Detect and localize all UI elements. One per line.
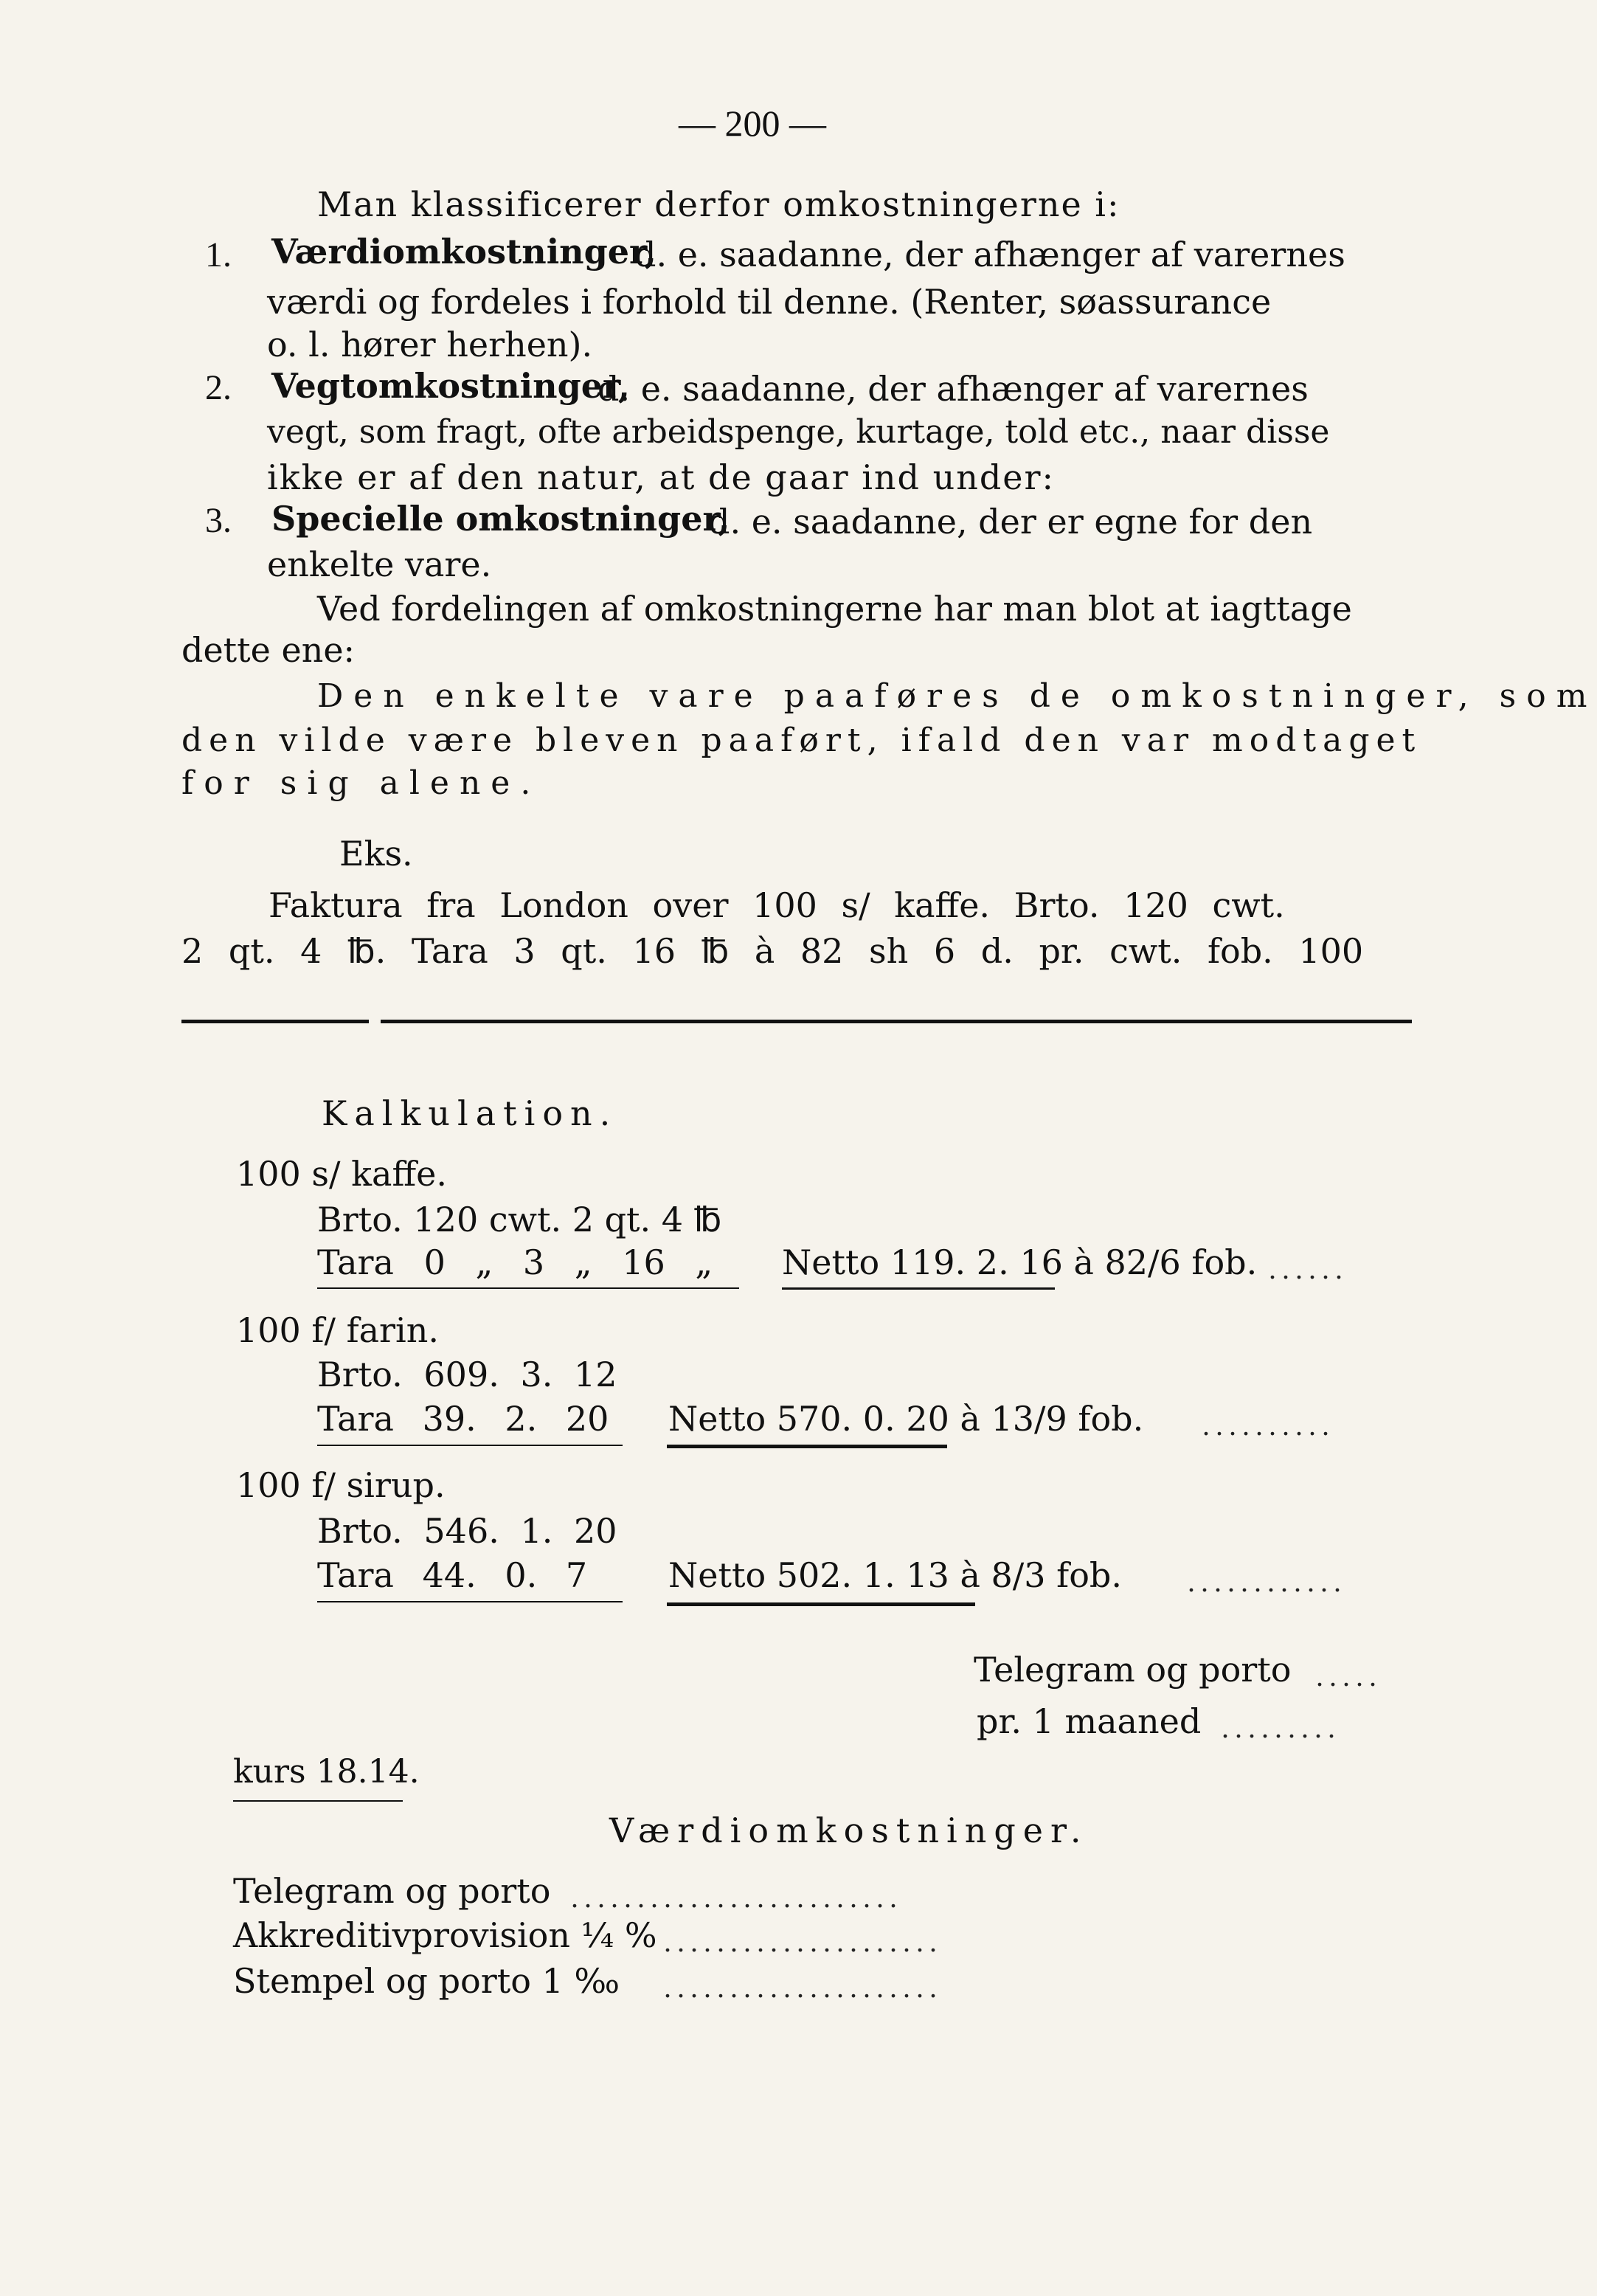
calc-3-head: 100 f/ sirup. bbox=[236, 1465, 446, 1505]
item-2-line2: vegt, som fragt, ofte arbeidspenge, kurtage, told etc., naar disse bbox=[267, 413, 1330, 451]
item-2-number: 2. bbox=[205, 368, 232, 407]
separator-short bbox=[181, 1020, 369, 1023]
telegram-line: Telegram og porto bbox=[974, 1650, 1292, 1690]
calc-3-tara: Tara 44. 0. 7 bbox=[317, 1555, 588, 1595]
calc-3-netto: Netto 502. 1. 13 à 8/3 fob. bbox=[668, 1555, 1122, 1595]
calc-1-leader: ...... bbox=[1269, 1252, 1348, 1285]
separator-long bbox=[381, 1020, 1412, 1023]
invoice-line2: 2 qt. 4 ℔. Tara 3 qt. 16 ℔ à 82 sh 6 d. pr. cwt. fob. 100 bbox=[181, 931, 1364, 971]
value-costs-heading: Værdiomkostninger. bbox=[609, 1811, 1089, 1850]
value-cost-stamp: Stempel og porto 1 ‰ bbox=[233, 1961, 620, 2001]
item-1-line2: værdi og fordeles i forhold til denne. (Renter, søassurance bbox=[267, 282, 1272, 322]
value-cost-stamp-leader: ..................... bbox=[664, 1971, 943, 2004]
value-cost-telegram: Telegram og porto bbox=[233, 1871, 551, 1911]
calc-2-brutto: Brto. 609. 3. 12 bbox=[317, 1355, 617, 1394]
calc-1-netto: Netto 119. 2. 16 à 82/6 fob. bbox=[782, 1242, 1258, 1282]
page-number: — 200 — bbox=[679, 103, 826, 144]
emphasis-line3: for sig alene. bbox=[181, 764, 541, 802]
calc-2-tara: Tara 39. 2. 20 bbox=[317, 1399, 609, 1439]
value-cost-telegram-leader: ......................... bbox=[571, 1881, 903, 1914]
calc-1-head: 100 s/ kaffe. bbox=[236, 1154, 447, 1194]
item-1-line1: d. e. saadanne, der afhænger af varernes bbox=[634, 235, 1345, 274]
emphasis-line1: Den enkelte vare paaføres de omkostninger, som bbox=[317, 677, 1597, 715]
emphasis-line2: den vilde være bleven paaført, ifald den var modtaget bbox=[181, 722, 1422, 759]
calc-3-brutto: Brto. 546. 1. 20 bbox=[317, 1511, 617, 1551]
invoice-line1: Faktura fra London over 100 s/ kaffe. Brto. 120 cwt. bbox=[269, 885, 1285, 925]
calc-1-brutto: Brto. 120 cwt. 2 qt. 4 ℔ bbox=[317, 1200, 722, 1239]
calc-1-tara-underline bbox=[317, 1287, 739, 1289]
calc-2-tara-underline bbox=[317, 1445, 623, 1446]
item-1-title: Værdiomkostninger, bbox=[271, 232, 657, 272]
item-3-line2: enkelte vare. bbox=[267, 544, 492, 584]
telegram-leader: ..... bbox=[1316, 1659, 1382, 1692]
per-month-leader: ......... bbox=[1222, 1711, 1341, 1744]
item-2-line1: d. e. saadanne, der afhænger af varernes bbox=[597, 369, 1309, 409]
example-label: Eks. bbox=[339, 834, 413, 874]
rule-paragraph-line1: Ved fordelingen af omkostningerne har man blot at iagttage bbox=[317, 589, 1352, 629]
calc-2-netto-underline bbox=[667, 1445, 947, 1448]
item-2-line3: ikke er af den natur, at de gaar ind under: bbox=[267, 457, 1056, 497]
calc-3-leader: ............ bbox=[1188, 1565, 1347, 1598]
calc-3-tara-underline bbox=[317, 1601, 623, 1602]
item-3-line1: d. e. saadanne, der er egne for den bbox=[708, 502, 1313, 542]
intro-line: Man klassificerer derfor omkostningerne i: bbox=[317, 184, 1120, 224]
calc-3-netto-underline bbox=[667, 1602, 975, 1606]
item-1-number: 1. bbox=[205, 235, 232, 274]
calculation-heading: Kalkulation. bbox=[322, 1093, 618, 1133]
item-3-title: Specielle omkostninger, bbox=[271, 499, 730, 539]
exchange-rate: kurs 18.14. bbox=[233, 1753, 420, 1791]
calc-2-netto: Netto 570. 0. 20 à 13/9 fob. bbox=[668, 1399, 1144, 1439]
exchange-rate-underline bbox=[233, 1800, 403, 1802]
item-3-number: 3. bbox=[205, 501, 232, 540]
value-cost-accreditive-leader: ..................... bbox=[664, 1925, 943, 1958]
calc-2-leader: .......... bbox=[1202, 1408, 1335, 1442]
item-1-line3: o. l. hører herhen). bbox=[267, 325, 593, 364]
calc-2-head: 100 f/ farin. bbox=[236, 1310, 439, 1350]
rule-paragraph-line2: dette ene: bbox=[181, 630, 356, 670]
calc-1-tara: Tara 0 „ 3 „ 16 „ bbox=[317, 1242, 713, 1282]
item-2-title: Vegtomkostninger, bbox=[271, 366, 630, 406]
value-cost-accreditive: Akkreditivprovision ¼ % bbox=[233, 1915, 657, 1955]
per-month-line: pr. 1 maaned bbox=[977, 1701, 1202, 1741]
calc-1-netto-underline bbox=[782, 1287, 1055, 1290]
